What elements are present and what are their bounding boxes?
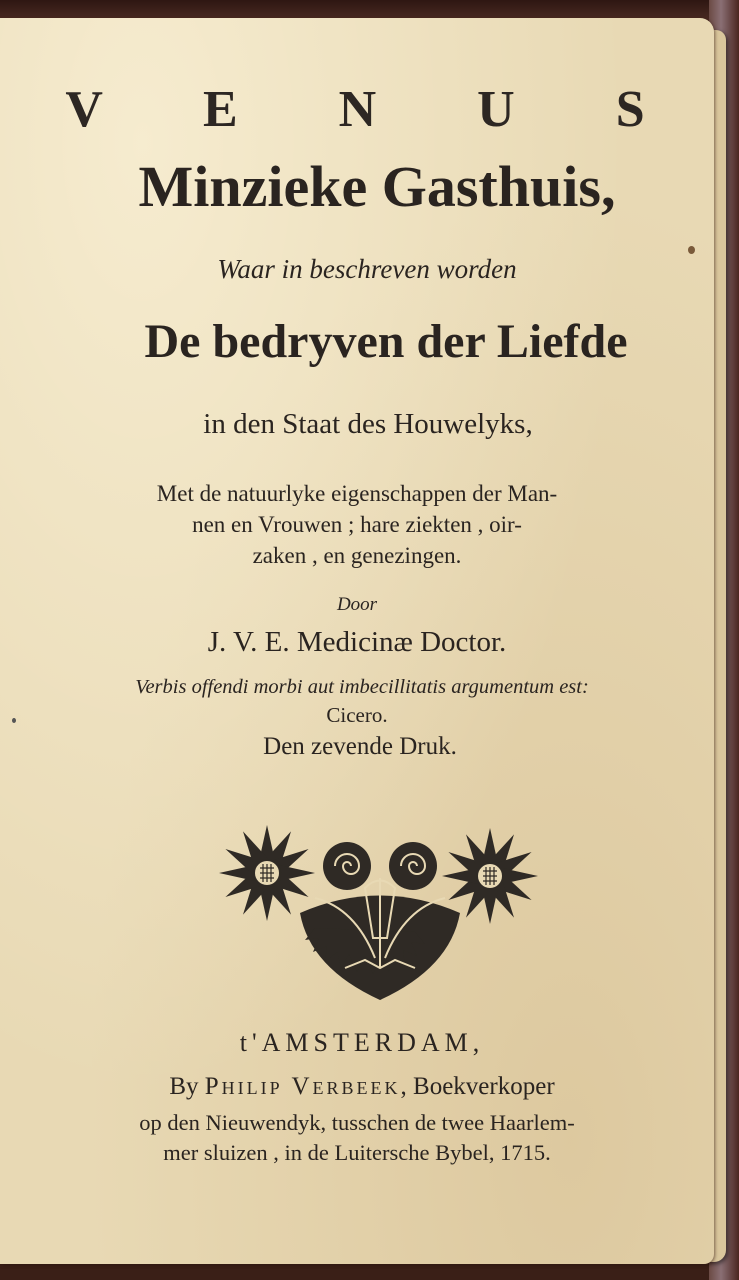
imprint-trade: , Boekverkoper: [400, 1073, 555, 1100]
subtitle-main: De bedryven der Liefde: [144, 315, 628, 368]
description-line: nen en Vrouwen ; hare ziekten , oir-: [192, 512, 522, 537]
imprint-city: t'AMSTERDAM,: [239, 1028, 485, 1057]
title-gasthuis: Minzieke Gasthuis,: [138, 154, 616, 219]
title-page: [0, 18, 714, 1264]
description-line: Met de natuurlyke eigenschappen der Man-: [156, 481, 558, 506]
edition: Den zevende Druk.: [263, 733, 457, 760]
title-venus: V E N U S: [65, 81, 689, 138]
imprint-address-line: op den Nieuwendyk, tusschen de twee Haarlem-: [139, 1110, 575, 1135]
subtitle-intro: Waar in beschreven worden: [217, 254, 517, 284]
background-top: [0, 0, 739, 20]
author: J. V. E. Medicinæ Doctor.: [207, 626, 507, 658]
by-label: Door: [336, 594, 378, 615]
subtitle-context: in den Staat des Houwelyks,: [203, 408, 533, 440]
imprint-publisher-line: [0, 1073, 714, 1101]
epigraph-source: Cicero.: [326, 703, 388, 727]
description: [0, 478, 714, 571]
description-line: zaken , en genezingen.: [252, 543, 462, 568]
imprint-publisher: Philip Verbeek: [204, 1073, 401, 1100]
epigraph: Verbis offendi morbi aut imbecillitatis argumentum est:: [135, 676, 589, 698]
paper-speck: [688, 246, 695, 254]
imprint-address-line: mer sluizen , in de Luitersche Bybel, 1715.: [163, 1140, 551, 1165]
imprint-by: By: [169, 1073, 199, 1100]
imprint-address: [0, 1108, 714, 1168]
floral-ornament-icon: [215, 818, 545, 1003]
